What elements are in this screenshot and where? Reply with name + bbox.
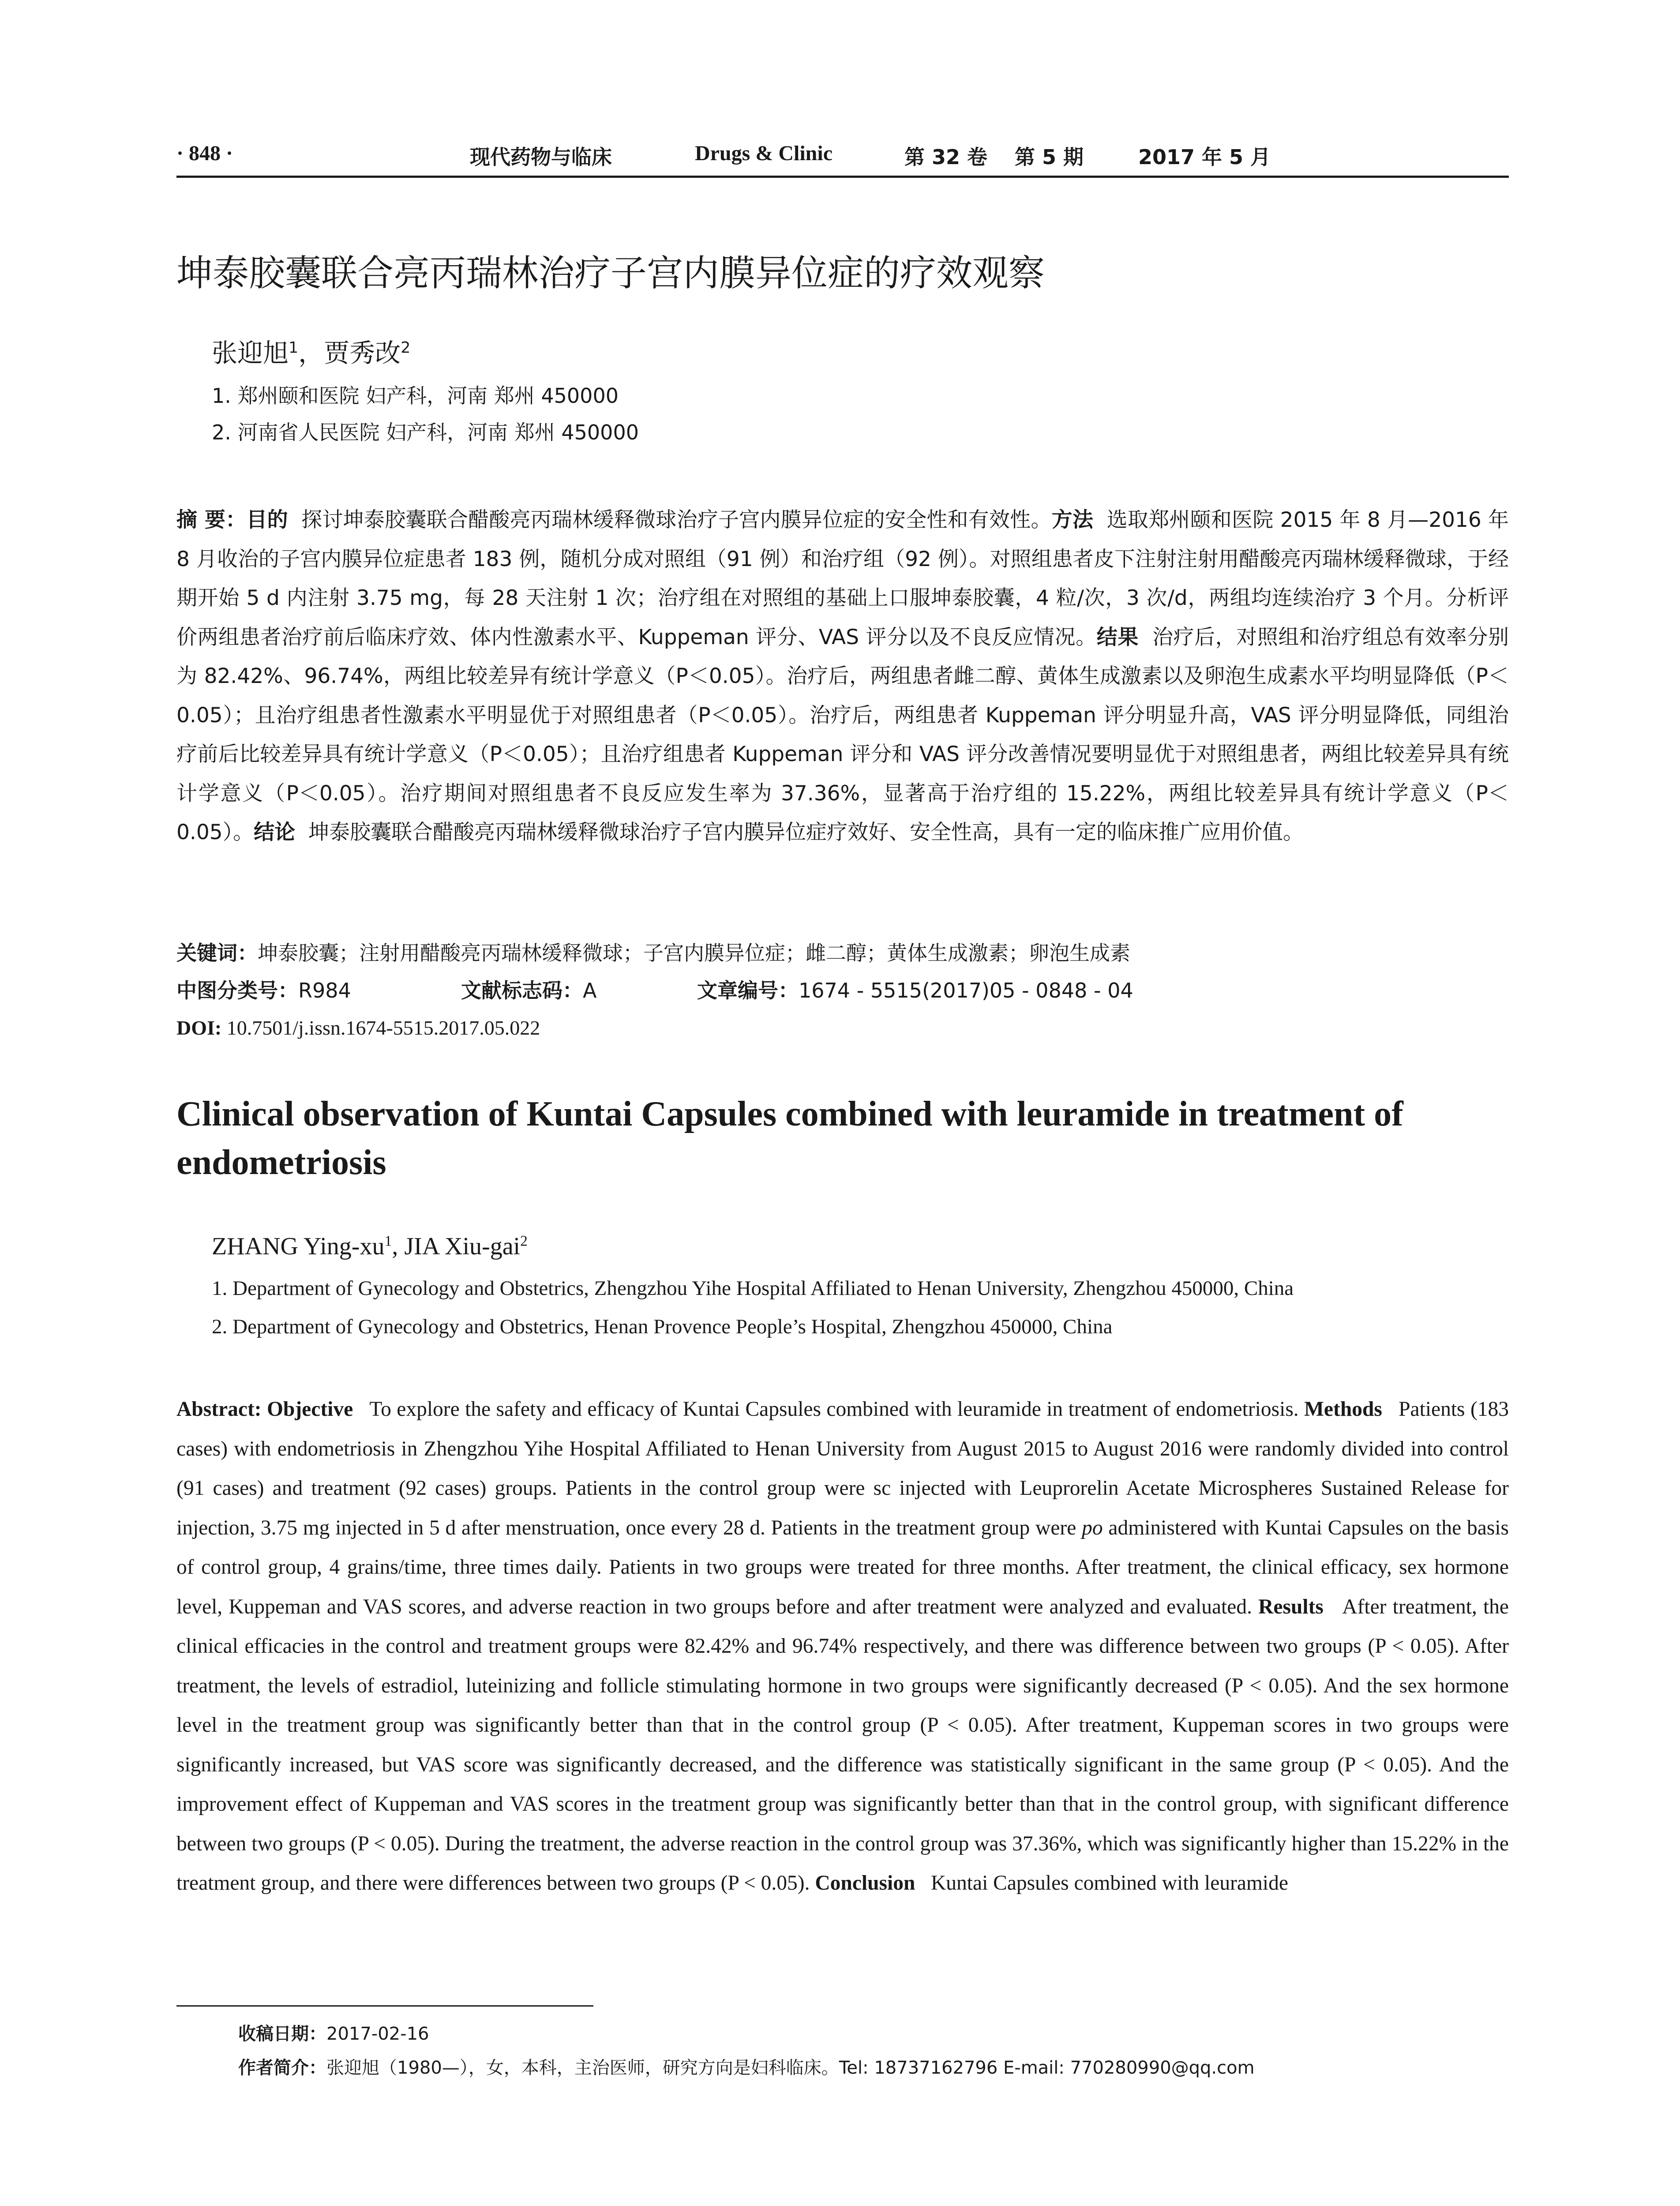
clc-value: R984 [298,979,351,1002]
classification-line [176,973,1509,1008]
page-number: · 848 · [176,142,233,165]
doi-value: 10.7501/j.issn.1674-5515.2017.05.022 [226,1017,540,1039]
authors-en [212,1229,1544,1264]
clc-label: 中图分类号： [176,979,298,1002]
journal-name-en: Drugs & Clinic [695,142,832,165]
results-label: 结果 [1096,625,1139,649]
authors-cn [212,335,1544,371]
author-2-en-affil-mark: 2 [520,1233,528,1249]
abstract-cn [176,501,1509,852]
abstract-en-po: po [1082,1516,1103,1539]
issue-date: 2017 年 5 月 [1138,145,1271,169]
abstract-en-objective: To explore the safety and efficacy of Kuntai Capsules combined with leuramide in treatment of endometriosis. [369,1398,1299,1421]
author-en-separator: , [392,1233,405,1260]
received-label: 收稿日期： [238,2024,326,2044]
abstract-en-methods-2: administered with Kuntai Capsules on the basis of control group, 4 grains/time, three times daily. Patients in two groups were treated for three months. After treatment, the clinical efficacy, sex hormone level, Kuppeman and VAS scores, and adverse reaction in two groups before and after treatment were analyzed and evaluated. [176,1516,1509,1618]
doc-code-value: A [583,979,597,1002]
abstract-en-conclusion-label: Conclusion [815,1872,915,1895]
title-en [176,1090,1509,1187]
author-1-en: ZHANG Ying-xu [212,1233,385,1260]
author-2-cn: 贾秀改 [324,338,401,368]
doc-code-label: 文献标志码： [461,979,583,1002]
title-en-line-2: endometriosis [176,1143,386,1182]
volume: 第 32 卷 [904,145,988,169]
abstract-en-methods-label: Methods [1304,1398,1382,1421]
affiliation-en-1: 1. Department of Gynecology and Obstetrics, Zhengzhou Yihe Hospital Affiliated to Henan University, Zhengzhou 450000, China [212,1277,1294,1300]
author-bio-label: 作者简介： [238,2058,326,2078]
author-1-cn: 张迎旭 [212,338,289,368]
author-2-affil-mark: 2 [401,339,411,357]
running-header [176,141,1509,176]
methods-text: 选取郑州颐和医院 2015 年 8 月—2016 年 8 月收治的子宫内膜异位症患者 183 例，随机分成对照组（91 例）和治疗组（92 例）。对照组患者皮下注射注射用醋酸亮丙瑞林缓释微球，于经期开始 5 d 内注射 3.75 mg，每 28 天注射 1 次；治疗组在对照组的基础上口服坤泰胶囊，4 粒/次，3 次/d，两组均连续治疗 3 个月。分析评价两组患者治疗前后临床疗效、体内性激素水平、Kuppeman 评分、VAS 评分以及不良反应情况。 [176,508,1509,649]
methods-label: 方法 [1051,508,1094,532]
keywords-text: 坤泰胶囊；注射用醋酸亮丙瑞林缓释微球；子宫内膜异位症；雌二醇；黄体生成激素；卵泡生成素 [258,941,1130,965]
title-en-line-1: Clinical observation of Kuntai Capsules combined with leuramide in treatment of [176,1095,1403,1133]
author-2-en: JIA Xiu-gai [404,1233,521,1260]
title-cn: 坤泰胶囊联合亮丙瑞林治疗子宫内膜异位症的疗效观察 [176,252,1045,294]
abstract-en [176,1390,1509,1903]
journal-name-cn: 现代药物与临床 [470,145,612,169]
footnote-author [238,2052,1509,2083]
abstract-en-conclusion: Kuntai Capsules combined with leuramide [931,1872,1288,1895]
footnote-rule [176,2005,593,2007]
objective-label: 目的 [246,508,288,532]
author-1-en-affil-mark: 1 [384,1233,392,1249]
keywords-label: 关键词： [176,941,258,965]
doi-line [176,1010,1509,1046]
doi-label: DOI: [176,1017,222,1039]
affiliation-cn-1: 1. 郑州颐和医院 妇产科，河南 郑州 450000 [212,384,619,408]
abstract-en-results: After treatment, the clinical efficacies in the control and treatment groups were 82.42% and 96.74% respectively, and there was difference between two groups (P < 0.05). After treatment, the levels of estradiol, luteinizing and follicle stimulating hormone in two groups were significantly decreased (P < 0.05). And the sex hormone level in the treatment group was significantly better than that in the control group (P < 0.05). After treatment, Kuppeman scores in two groups were significantly increased, but VAS score was significantly decreased, and the difference was statistically significant in the same group (P < 0.05). And the improvement effect of Kuppeman and VAS scores in the treatment group was significantly better than that in the control group, with significant difference between two groups (P < 0.05). During the treatment, the adverse reaction in the control group was 37.36%, which was significantly higher than 15.22% in the treatment group, and there were differences between two groups (P < 0.05). [176,1595,1509,1895]
conclusion-label: 结论 [254,820,296,844]
results-text: 治疗后，对照组和治疗组总有效率分别为 82.42%、96.74%，两组比较差异有统计学意义（P＜0.05）。治疗后，两组患者雌二醇、黄体生成激素以及卵泡生成素水平均明显降低（P＜0.05）；且治疗组患者性激素水平明显优于对照组患者（P＜0.05）。治疗后，两组患者 Kuppeman 评分明显升高，VAS 评分明显降低，同组治疗前后比较差异具有统计学意义（P＜0.05）；且治疗组患者 Kuppeman 评分和 VAS 评分改善情况要明显优于对照组患者，两组比较差异具有统计学意义（P＜0.05）。治疗期间对照组患者不良反应发生率为 37.36%，显著高于治疗组的 15.22%，两组比较差异具有统计学意义（P＜0.05）。 [176,625,1509,844]
objective-text: 探讨坤泰胶囊联合醋酸亮丙瑞林缓释微球治疗子宫内膜异位症的安全性和有效性。 [301,508,1052,532]
article-number-value: 1674 - 5515(2017)05 - 0848 - 04 [799,979,1133,1002]
author-separator: ， [298,338,324,368]
author-bio: 张迎旭（1980—），女，本科，主治医师，研究方向是妇科临床。Tel: 18737162796 E-mail: 770280990@qq.com [326,2058,1255,2078]
abstract-en-objective-label: Abstract: Objective [176,1398,353,1421]
affiliation-cn-2: 2. 河南省人民医院 妇产科，河南 郑州 450000 [212,420,639,444]
author-1-affil-mark: 1 [289,339,299,357]
conclusion-text: 坤泰胶囊联合醋酸亮丙瑞林缓释微球治疗子宫内膜异位症疗效好、安全性高，具有一定的临床推广应用价值。 [308,820,1304,844]
keywords-cn [176,935,1509,971]
article-number-label: 文章编号： [697,979,799,1002]
abstract-en-results-label: Results [1258,1595,1324,1618]
footnote-received [238,2018,1509,2049]
affiliation-en-2: 2. Department of Gynecology and Obstetrics, Henan Provence People’s Hospital, Zhengzhou 450000, China [212,1315,1113,1338]
abstract-en-methods-1: Patients (183 cases) with endometriosis in Zhengzhou Yihe Hospital Affiliated to Henan University from August 2015 to August 2016 were randomly divided into control (91 cases) and treatment (92 cases) groups. Patients in the control group were sc injected with Leuprorelin Acetate Microspheres Sustained Release for injection, 3.75 mg injected in 5 d after menstruation, once every 28 d. Patients in the treatment group were [176,1398,1509,1539]
received-date: 2017-02-16 [326,2024,429,2044]
abstract-label: 摘 要： [176,508,247,532]
header-rule [176,176,1509,178]
issue: 第 5 期 [1015,145,1084,169]
